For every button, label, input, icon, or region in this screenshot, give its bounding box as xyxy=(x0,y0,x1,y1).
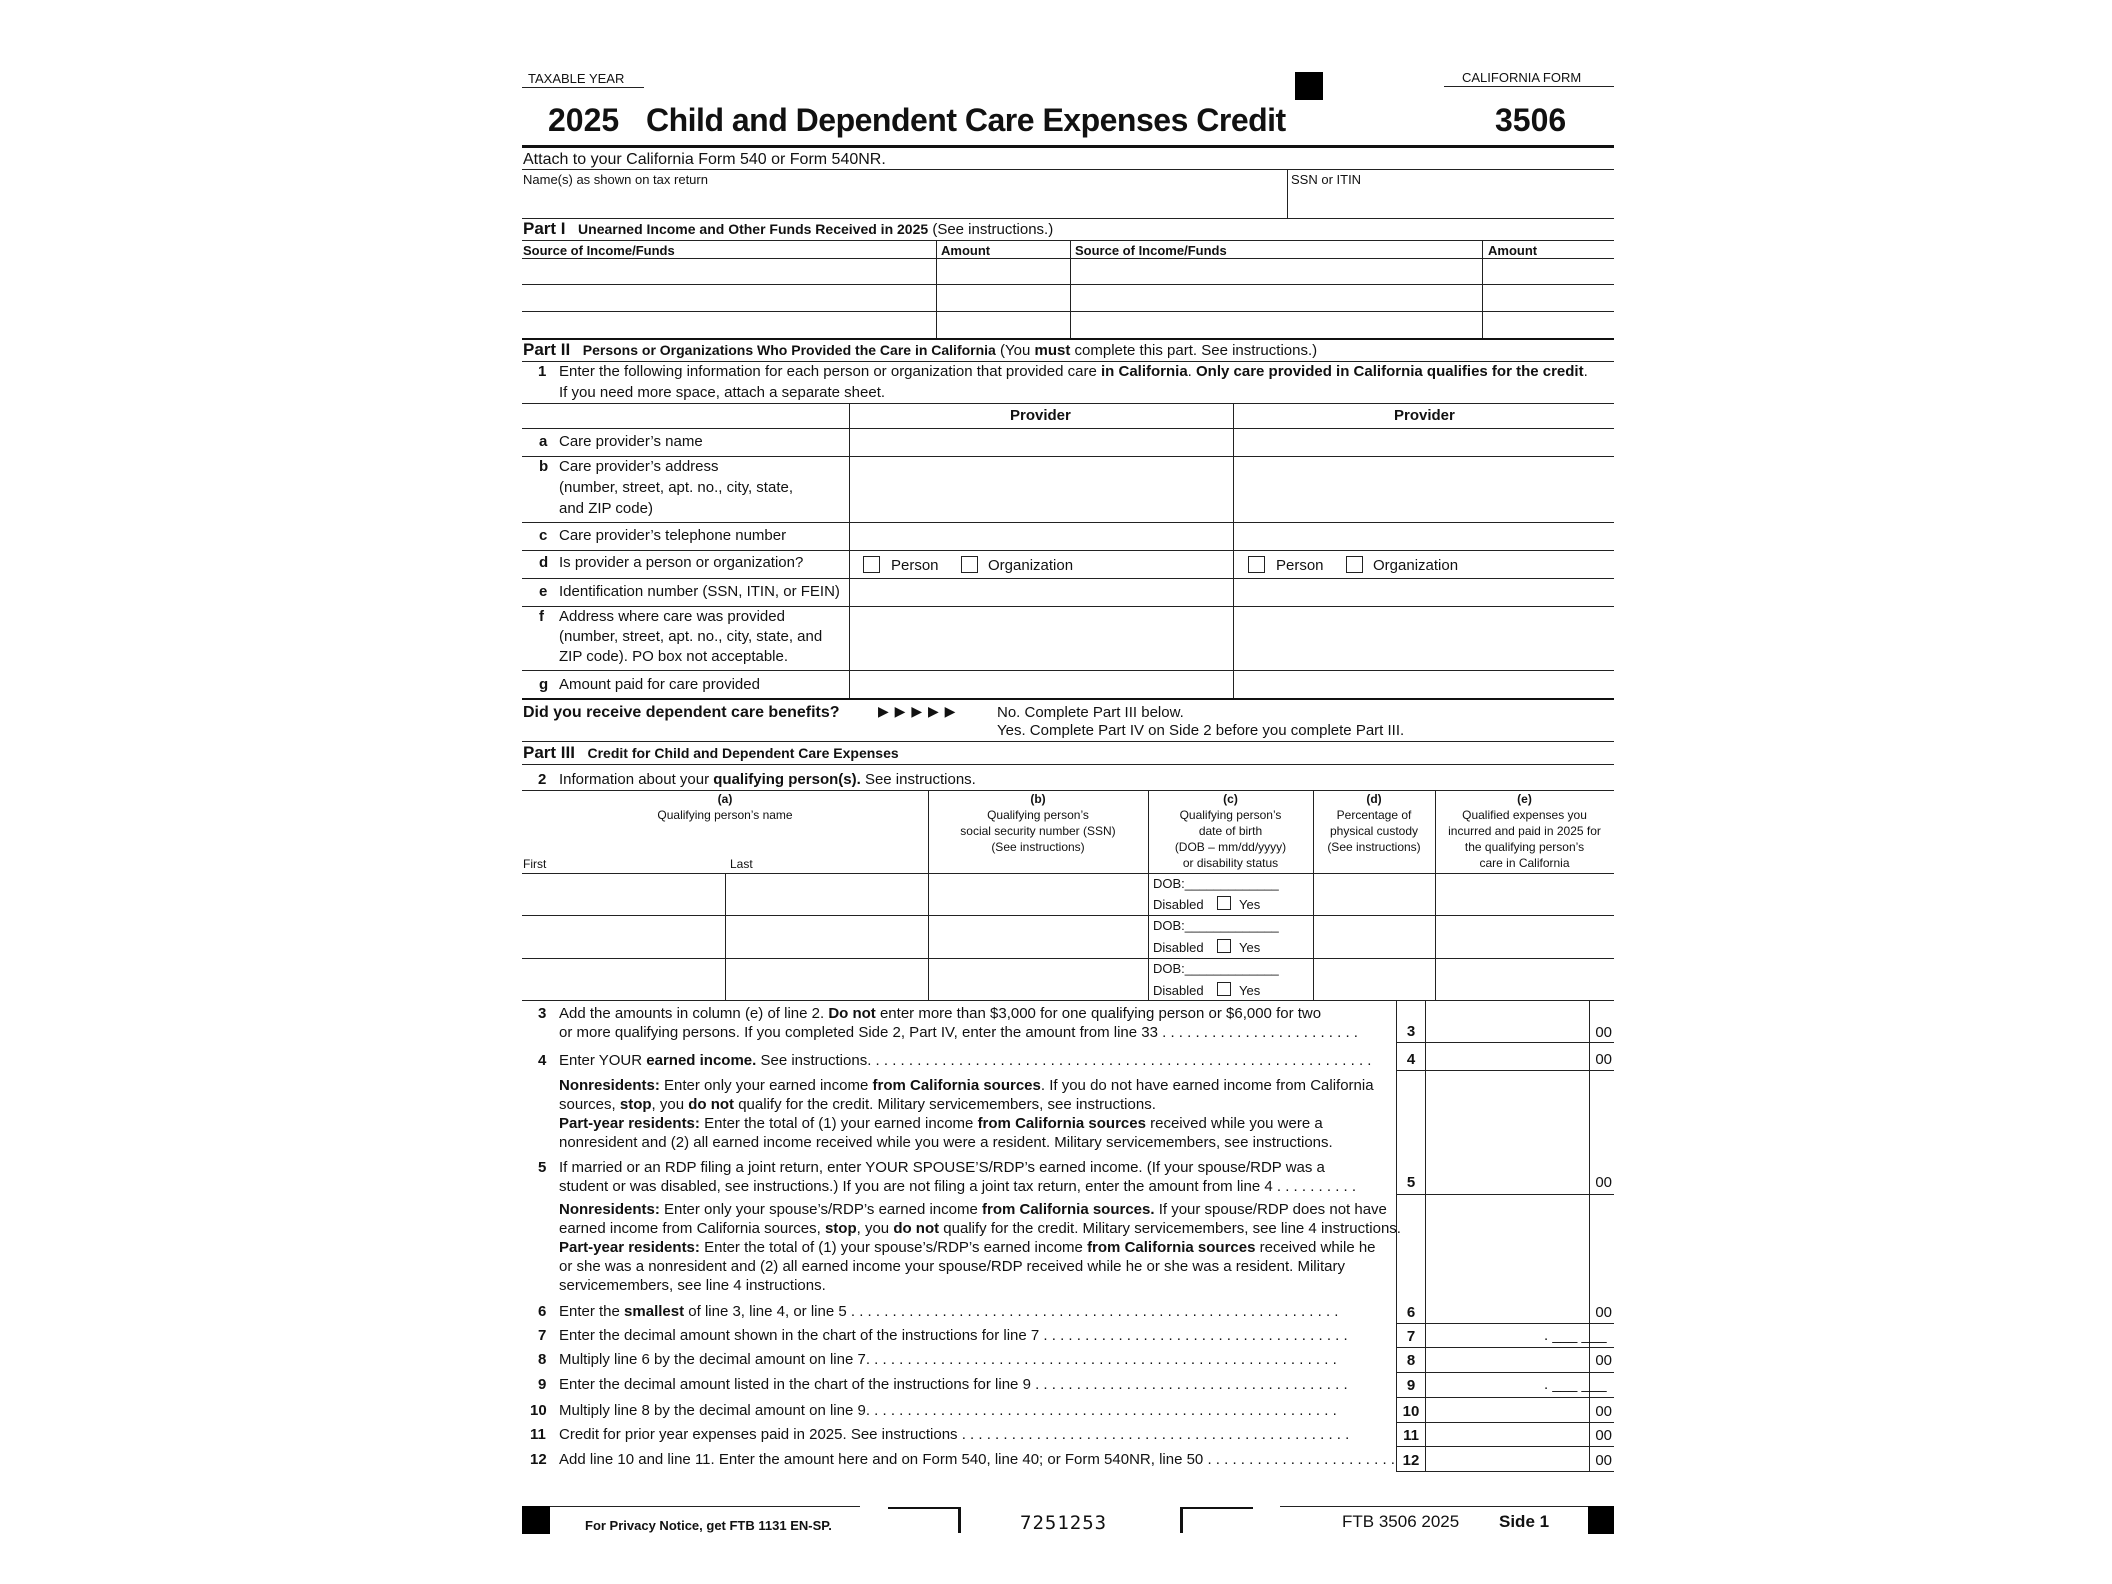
col-last: Last xyxy=(730,857,753,871)
organization-label: Organization xyxy=(1373,557,1459,574)
qp-expenses-input[interactable] xyxy=(1436,917,1613,957)
disabled-yes-checkbox[interactable] xyxy=(1217,896,1231,910)
cents: 00 xyxy=(1595,1304,1612,1321)
line7-decimal[interactable]: . ___ ___ xyxy=(1544,1327,1607,1344)
col-source-2: Source of Income/Funds xyxy=(1075,243,1227,258)
divider xyxy=(1444,86,1614,87)
line-box-number: 8 xyxy=(1406,1352,1416,1369)
divider xyxy=(1233,403,1234,699)
row-letter: e xyxy=(539,583,548,600)
part1-amount-input[interactable] xyxy=(937,312,1069,337)
dob-label: DOB:_____________ xyxy=(1153,918,1279,933)
attach-text: Attach to your California Form 540 or Form 540NR. xyxy=(523,151,886,168)
dob-label: DOB:_____________ xyxy=(1153,961,1279,976)
col-amount-1: Amount xyxy=(941,243,991,258)
provider-phone-input[interactable] xyxy=(851,524,1231,549)
row-label: Amount paid for care provided xyxy=(559,676,760,693)
col-source-1: Source of Income/Funds xyxy=(523,243,675,258)
row-label: (number, street, apt. no., city, state, and xyxy=(559,628,823,645)
row-label: (number, street, apt. no., city, state, xyxy=(559,479,793,496)
form-year: 2025 xyxy=(548,102,620,138)
divider xyxy=(522,403,1614,404)
part1-source-input[interactable] xyxy=(522,285,935,310)
row-label: Care provider’s name xyxy=(559,433,703,450)
divider xyxy=(522,915,1614,916)
line-number: 12 xyxy=(530,1451,547,1468)
divider xyxy=(1148,790,1149,1001)
provider-id-input[interactable] xyxy=(851,580,1231,605)
col-a-letter: (a) xyxy=(717,792,733,806)
provider-name-input[interactable] xyxy=(851,430,1231,455)
provider-address-input[interactable] xyxy=(1235,458,1613,520)
part1-amount-input[interactable] xyxy=(1483,312,1613,337)
provider-id-input[interactable] xyxy=(1235,580,1613,605)
line-number: 1 xyxy=(538,363,547,380)
line-box-number: 11 xyxy=(1403,1427,1419,1444)
divider xyxy=(522,958,1614,959)
person-checkbox[interactable] xyxy=(1248,556,1265,573)
disabled-label: Disabled xyxy=(1153,940,1204,955)
part2-heading: Part II Persons or Organizations Who Provided the Care in California (You must complete this part. See instructions.) xyxy=(523,340,1318,359)
provider-phone-input[interactable] xyxy=(1235,524,1613,549)
divider xyxy=(1396,1347,1614,1348)
form-code: 7251253 xyxy=(1020,1512,1108,1534)
line1-instruction: Enter the following information for each person or organization that provided care in California. Only care provided in California qualifies for the credit. xyxy=(559,363,1588,380)
part1-amount-input[interactable] xyxy=(937,285,1069,310)
qp-expenses-input[interactable] xyxy=(1436,960,1613,999)
amount-paid-input[interactable] xyxy=(1235,672,1613,697)
divider xyxy=(1425,1001,1426,1471)
line12-input[interactable] xyxy=(1427,1448,1588,1470)
qp-last-name-input[interactable] xyxy=(726,875,927,914)
qp-expenses-input[interactable] xyxy=(1436,875,1613,914)
organization-label: Organization xyxy=(988,557,1074,574)
form-title: Child and Dependent Care Expenses Credit xyxy=(646,102,1286,138)
row-letter: f xyxy=(539,608,544,625)
line11-input[interactable] xyxy=(1427,1424,1588,1446)
line10-text: Multiply line 8 by the decimal amount on line 9. . . . . . . . . . . . . . . . . . . . . . . . . . . . . . . . . . . . . . . . . . . . . . . . . . . . . . . . . xyxy=(559,1402,1337,1419)
cents: 00 xyxy=(1595,1427,1612,1444)
line5-text-2: student or was disabled, see instructions.) If you are not filing a joint tax return, enter the amount from line 4 . . . . . . . . . . xyxy=(559,1178,1357,1195)
divider xyxy=(522,873,1614,874)
crop-mark xyxy=(1180,1507,1253,1533)
registration-mark xyxy=(1588,1506,1614,1534)
qp-ssn-input[interactable] xyxy=(929,960,1147,999)
line5-nonresidents: Nonresidents: Enter only your spouse’s/RDP’s earned income from California sources. If your spouse/RDP does not have xyxy=(559,1201,1387,1218)
qp-ssn-input[interactable] xyxy=(929,917,1147,957)
line-number: 3 xyxy=(538,1005,547,1022)
line-box-number: 7 xyxy=(1406,1328,1416,1345)
col-d-letter: (d) xyxy=(1366,792,1382,806)
person-label: Person xyxy=(891,557,939,574)
line-box-number: 12 xyxy=(1402,1452,1420,1469)
disabled-yes-checkbox[interactable] xyxy=(1217,939,1231,953)
care-address-input[interactable] xyxy=(851,608,1231,669)
col-c-letter: (c) xyxy=(1223,792,1238,806)
row-letter: d xyxy=(539,554,549,571)
part1-source-input[interactable] xyxy=(522,312,935,337)
divider xyxy=(1280,1506,1588,1507)
line3-text: Add the amounts in column (e) of line 2. Do not enter more than $3,000 for one qualifying person or $6,000 for two xyxy=(559,1005,1322,1022)
header-rule xyxy=(522,145,1614,148)
ssn-input[interactable] xyxy=(1290,188,1612,216)
qp-first-name-input[interactable] xyxy=(522,875,724,914)
row-label: Identification number (SSN, ITIN, or FEIN) xyxy=(559,583,840,600)
row-label: Is provider a person or organization? xyxy=(559,554,804,571)
col-e-letter: (e) xyxy=(1517,792,1532,806)
qp-first-name-input[interactable] xyxy=(522,960,724,999)
line6-input[interactable] xyxy=(1427,1297,1588,1321)
line11-text: Credit for prior year expenses paid in 2025. See instructions . . . . . . . . . . . . . . . . . . . . . . . . . . . . . . . . . . . . . . . . . . . . . . . xyxy=(559,1426,1350,1443)
row-label: and ZIP code) xyxy=(559,500,653,517)
divider xyxy=(522,169,1614,170)
provider-address-input[interactable] xyxy=(851,458,1231,520)
line-number: 4 xyxy=(538,1052,547,1069)
line10-input[interactable] xyxy=(1427,1399,1588,1421)
row-label: Address where care was provided xyxy=(559,608,785,625)
names-label: Name(s) as shown on tax return xyxy=(523,172,708,187)
line7-text: Enter the decimal amount shown in the chart of the instructions for line 7 . . . . . . . . . . . . . . . . . . . . . . . . . . . . . . . . . . . . . xyxy=(559,1327,1348,1344)
row-label: ZIP code). PO box not acceptable. xyxy=(559,648,789,665)
line-number: 2 xyxy=(538,771,547,788)
line3-input[interactable] xyxy=(1427,1003,1588,1041)
line4-partyear-2: nonresident and (2) all earned income received while you were a resident. Military servicemembers, see instructions. xyxy=(559,1134,1333,1151)
california-form-label: CALIFORNIA FORM xyxy=(1462,70,1582,85)
arrows-icon: ▶ ▶ ▶ ▶ ▶ xyxy=(878,703,957,719)
line5-partyear: Part-year residents: Enter the total of (1) your spouse’s/RDP’s earned income from California sources received while he xyxy=(559,1239,1376,1256)
part1-amount-input[interactable] xyxy=(937,259,1069,283)
form-number: 3506 xyxy=(1495,102,1567,138)
yes-label: Yes xyxy=(1239,897,1261,912)
line-box-number: 10 xyxy=(1402,1403,1420,1420)
registration-mark xyxy=(1295,72,1323,100)
privacy-notice: For Privacy Notice, get FTB 1131 EN-SP. xyxy=(585,1518,832,1533)
divider xyxy=(522,741,1614,742)
divider xyxy=(522,87,644,88)
line4-nonresidents: Nonresidents: Enter only your earned income from California sources. If you do not have earned income from California xyxy=(559,1077,1374,1094)
divider xyxy=(522,698,1614,700)
divider xyxy=(522,790,1614,791)
qp-custody-input[interactable] xyxy=(1314,917,1434,957)
person-checkbox[interactable] xyxy=(863,556,880,573)
divider xyxy=(1396,1422,1614,1423)
divider xyxy=(522,1000,1614,1001)
qp-first-name-input[interactable] xyxy=(522,917,724,957)
part1-heading: Part I Unearned Income and Other Funds Received in 2025 (See instructions.) xyxy=(523,219,1054,238)
person-label: Person xyxy=(1276,557,1324,574)
line12-text: Add line 10 and line 11. Enter the amount here and on Form 540, line 40; or Form 540NR, line 50 . . . . . . . . . . . . . . . . . . . . . . . xyxy=(559,1451,1395,1468)
disabled-yes-checkbox[interactable] xyxy=(1217,982,1231,996)
col-first: First xyxy=(523,857,547,871)
disabled-label: Disabled xyxy=(1153,983,1204,998)
divider xyxy=(522,764,1614,765)
line-number: 10 xyxy=(530,1402,547,1419)
line4-partyear: Part-year residents: Enter the total of (1) your earned income from California sources received while you were a xyxy=(559,1115,1323,1132)
line9-text: Enter the decimal amount listed in the chart of the instructions for line 9 . . . . . . . . . . . . . . . . . . . . . . . . . . . . . . . . . . . . . . xyxy=(559,1376,1348,1393)
cents: 00 xyxy=(1595,1174,1612,1191)
row-letter: a xyxy=(539,433,548,450)
line-box-number: 3 xyxy=(1406,1023,1416,1040)
amount-paid-input[interactable] xyxy=(851,672,1231,697)
line5-partyear-2: or she was a nonresident and (2) all earned income your spouse/RDP received while he or she was a resident. Military xyxy=(559,1258,1345,1275)
yes-label: Yes xyxy=(1239,983,1261,998)
organization-checkbox[interactable] xyxy=(961,556,978,573)
line2-instruction: Information about your qualifying person(s). See instructions. xyxy=(559,771,976,788)
line9-decimal[interactable]: . ___ ___ xyxy=(1544,1376,1607,1393)
col-a-text: Qualifying person’s name xyxy=(657,808,793,822)
divider xyxy=(849,403,850,699)
divider xyxy=(522,670,1614,671)
provider-header-1: Provider xyxy=(1010,407,1071,424)
cents: 00 xyxy=(1595,1352,1612,1369)
line4-nonresidents-2: sources, stop, you do not qualify for the credit. Military servicemembers, see instructions. xyxy=(559,1096,1156,1113)
row-label: Care provider’s address xyxy=(559,458,719,475)
col-b-letter: (b) xyxy=(1030,792,1046,806)
line-number: 6 xyxy=(538,1303,547,1320)
part1-amount-input[interactable] xyxy=(1483,259,1613,283)
divider xyxy=(1396,1042,1614,1043)
part1-amount-input[interactable] xyxy=(1483,285,1613,310)
divider xyxy=(1396,1446,1614,1447)
provider-name-input[interactable] xyxy=(1235,430,1613,455)
line5-partyear-3: servicemembers, see line 4 instructions. xyxy=(559,1277,826,1294)
part1-source-input[interactable] xyxy=(1071,285,1481,310)
disabled-label: Disabled xyxy=(1153,897,1204,912)
divider xyxy=(522,240,1614,241)
divider xyxy=(1396,1372,1614,1373)
divider xyxy=(1396,1194,1614,1195)
cents: 00 xyxy=(1595,1452,1612,1469)
col-b-text: Qualifying person’s social security number (SSN) (See instructions) xyxy=(960,808,1116,854)
line1-instruction-2: If you need more space, attach a separate sheet. xyxy=(559,384,886,401)
registration-mark xyxy=(522,1506,550,1534)
row-letter: b xyxy=(539,458,549,475)
divider xyxy=(1396,1397,1614,1398)
form-ref: FTB 3506 2025 xyxy=(1342,1512,1460,1531)
line-number: 7 xyxy=(538,1327,547,1344)
line4-input[interactable] xyxy=(1427,1044,1588,1068)
benefits-question: Did you receive dependent care benefits? xyxy=(523,704,840,721)
part1-source-input[interactable] xyxy=(522,259,935,283)
provider-header-2: Provider xyxy=(1394,407,1455,424)
divider xyxy=(1396,1070,1614,1071)
line-number: 11 xyxy=(530,1426,546,1443)
part1-source-input[interactable] xyxy=(1071,259,1481,283)
yes-label: Yes xyxy=(1239,940,1261,955)
benefits-no: No. Complete Part III below. xyxy=(997,704,1184,721)
line-number: 9 xyxy=(538,1376,547,1393)
side-label: Side 1 xyxy=(1499,1512,1550,1531)
line5-text: If married or an RDP filing a joint return, enter YOUR SPOUSE’S/RDP’s earned income. (If your spouse/RDP was a xyxy=(559,1159,1325,1176)
part3-heading: Part III Credit for Child and Dependent Care Expenses xyxy=(523,743,899,762)
line-box-number: 5 xyxy=(1406,1174,1416,1191)
benefits-yes: Yes. Complete Part IV on Side 2 before you complete Part III. xyxy=(997,722,1405,739)
divider xyxy=(1287,169,1288,219)
cents: 00 xyxy=(1595,1024,1612,1041)
row-label: Care provider’s telephone number xyxy=(559,527,787,544)
organization-checkbox[interactable] xyxy=(1346,556,1363,573)
col-c-text: Qualifying person’s date of birth (DOB – mm/dd/yyyy) or disability status xyxy=(1174,808,1287,870)
names-input[interactable] xyxy=(522,188,1284,216)
divider xyxy=(1396,1471,1614,1472)
line-box-number: 6 xyxy=(1406,1304,1416,1321)
line-box-number: 9 xyxy=(1406,1377,1416,1394)
crop-mark xyxy=(888,1507,961,1533)
cents: 00 xyxy=(1595,1051,1612,1068)
line8-input[interactable] xyxy=(1427,1349,1588,1371)
part1-source-input[interactable] xyxy=(1071,312,1481,337)
qp-custody-input[interactable] xyxy=(1314,875,1434,914)
row-letter: c xyxy=(539,527,548,544)
divider xyxy=(522,578,1614,579)
cents: 00 xyxy=(1595,1403,1612,1420)
qp-last-name-input[interactable] xyxy=(726,960,927,999)
qp-ssn-input[interactable] xyxy=(929,875,1147,914)
care-address-input[interactable] xyxy=(1235,608,1613,669)
divider xyxy=(522,550,1614,551)
divider xyxy=(522,428,1614,429)
line4-text: Enter YOUR earned income. See instructions. . . . . . . . . . . . . . . . . . . . . . . . . . . . . . . . . . . . . . . . . . . . . . . . . . . . . . . . . . . . . xyxy=(559,1052,1372,1069)
col-d-text: Percentage of physical custody (See instructions) xyxy=(1327,808,1421,854)
qp-custody-input[interactable] xyxy=(1314,960,1434,999)
row-letter: g xyxy=(539,676,549,693)
col-e-text: Qualified expenses you incurred and paid in 2025 for the qualifying person’s care in California xyxy=(1448,808,1601,870)
qp-last-name-input[interactable] xyxy=(726,917,927,957)
line-number: 5 xyxy=(538,1159,547,1176)
divider xyxy=(522,522,1614,523)
divider xyxy=(550,1506,860,1507)
col-amount-2: Amount xyxy=(1488,243,1538,258)
dob-label: DOB:_____________ xyxy=(1153,876,1279,891)
line-number: 8 xyxy=(538,1351,547,1368)
line5-nonresidents-2: earned income from California sources, stop, you do not qualify for the credit. Military servicemembers, see line 4 instructions. xyxy=(559,1220,1401,1237)
line5-input[interactable] xyxy=(1427,1150,1588,1192)
line8-text: Multiply line 6 by the decimal amount on line 7. . . . . . . . . . . . . . . . . . . . . . . . . . . . . . . . . . . . . . . . . . . . . . . . . . . . . . . . . xyxy=(559,1351,1337,1368)
line-box-number: 4 xyxy=(1406,1051,1416,1068)
taxable-year-label: TAXABLE YEAR xyxy=(528,71,625,86)
ssn-label: SSN or ITIN xyxy=(1291,172,1362,187)
line6-text: Enter the smallest of line 3, line 4, or line 5 . . . . . . . . . . . . . . . . . . . . . . . . . . . . . . . . . . . . . . . . . . . . . . . . . . . . . . . . . . . xyxy=(559,1303,1339,1320)
line3-text-2: or more qualifying persons. If you completed Side 2, Part IV, enter the amount from line 33 . . . . . . . . . . . . . . . . . . . . . . . . xyxy=(559,1024,1358,1041)
divider xyxy=(1396,1323,1614,1324)
divider xyxy=(1589,1001,1590,1471)
